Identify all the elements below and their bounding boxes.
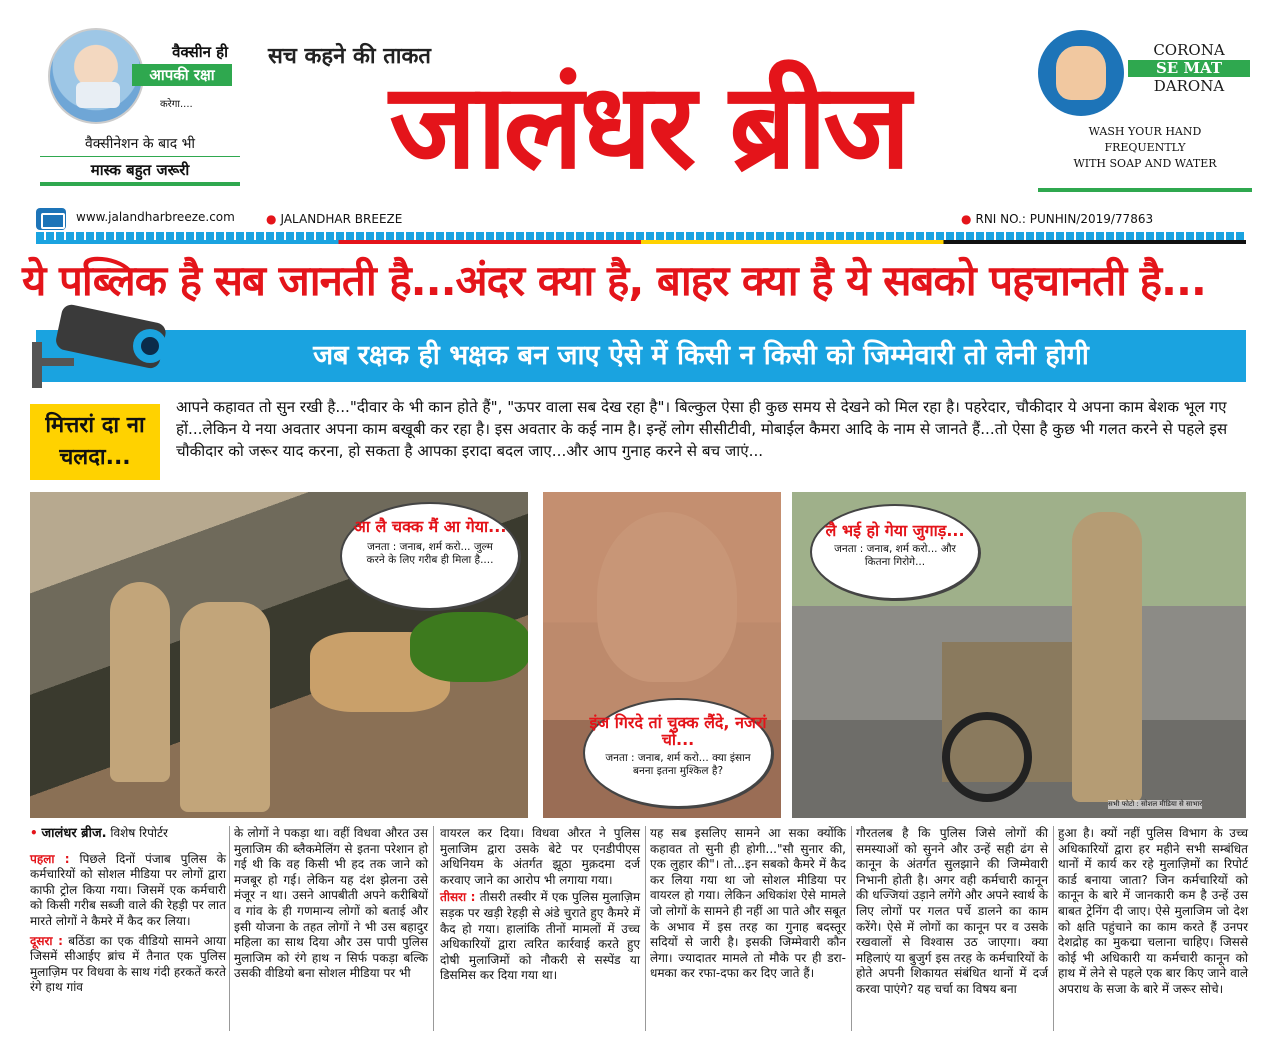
section-label [30, 404, 160, 480]
corona-advice-line2: FREQUENTLY [1104, 141, 1186, 154]
police-figure [180, 602, 270, 812]
article-column-4 [650, 826, 846, 982]
face [597, 512, 737, 682]
rni-text: RNI NO.: PUNHIN/2019/77863 [975, 212, 1154, 226]
info-strip [36, 206, 1246, 234]
handwash-icon [1038, 30, 1124, 116]
column-3-para-2: तीसरी तस्वीर में एक पुलिस मुलाज़िम सड़क पर खड़ी रेहड़ी से अंडे चुराते हुए कैमरे में कैद हो गया। हालांकि तीनों मामलों में उच्च अधिकारियों द्वारा त्वरित कार्रवाई करते हुए दोषी मुलाजिमों को नौकरी से सस्पेंड या डिसमिस कर दिया गया था। [440, 890, 640, 983]
bubble-1-body: जनता : जनाब, शर्म करो... जुल्म करने के लिए गरीब ही मिला है.... [366, 541, 494, 566]
byline: • जालंधर ब्रीज. विशेष रिपोर्टर [30, 826, 168, 841]
column-6-text: हुआ है। क्यों नहीं पुलिस विभाग के उच्च अधिकारियों द्वारा हर महीने सभी सम्बंधित थानों में कार्य कर रहे मुलाज़िमों का रिपोर्ट कार्ड बनाया जाता? जिन कर्मचारियों को कानून के बारे में जानकारी कम है उन्हें उस बाबत ट्रेनिंग दी जाए। ऐसे मुलाजिम जो देश को क्षति पहुंचाने का काम करते हैं उनपर देशद्रोह का मुकद्मा चलाना चाहिए। जिससे कोई भी अधिकारी या कर्मचारी कानून को हाथ में लेने से पहले एक बार किए जाने वाले अपराध के सजा के बारे में जरूर सोचे। [1058, 826, 1248, 996]
article-column-5 [856, 826, 1048, 998]
bubble-3-body: जनता : जनाब, शर्म करो... और कितना गिरोगे... [834, 543, 956, 568]
column-1-para-2: बठिंडा का एक वीडियो सामने आया जिसमें सीआईए ब्रांच में तैनात एक पुलिस मुलाज़िम पर विधवा के साथ गंदी हरकतें करते रंगे हाथ गांव [30, 933, 226, 995]
mail-icon [36, 208, 66, 230]
bubble-2-body: जनता : जनाब, शर्म करो... क्या इंसान बनना इतना मुश्किल है? [605, 752, 751, 777]
byline-name: जालंधर ब्रीज. [41, 826, 107, 841]
column-rule [433, 826, 434, 1031]
website-link[interactable]: www.jalandharbreeze.com [76, 210, 235, 224]
paper-name: ● JALANDHAR BREEZE [266, 212, 403, 226]
column-5-text: गौरतलब है कि पुलिस जिसे लोगों की समस्याओं को सुनने और उन्हें सही ढंग से कानून के अंतर्गत सुलझाने की जिम्मेवारी निभानी होती है। अगर वही कर्मचारी कानून की धज्जियां उड़ाने लगेंगे और अपने स्वार्थ के लिए लोगों पर गलत पर्चे डालने का काम करेंगे। ऐसे में लोगों का कानून पर व उसके रखवालों से विश्वास उठ जाएगा। क्या महिलाएं या बुजुर्ग इस तरह के कर्मचारियों के होते अपनी शिकायत संबंधित थानों में दर्ज करवा पाएंगे? यह चर्चा का विषय बना [856, 826, 1048, 996]
photo-egg-cart [792, 492, 1246, 818]
bubble-2-title: इंज गिरदे तां चुक्क लैंदे, नजरां चों... [589, 713, 767, 749]
intro-paragraph: आपने कहावत तो सुन रखी है..."दीवार के भी कान होते हैं", "ऊपर वाला सब देख रहा है"। बिल्कुल ऐसा ही कुछ समय से देखने को मिल रहा है। पहरेदार, चौकीदार ये अपना काम बेशक भूल गए हों...लेकिन ये नया अवतार अपना काम बखूबी कर रहा है। इस अवतार के कई नाम है। इन्हें लोग सीसीटीवी, मोबाईल कैमरा आदि के नाम से जानते हैं...तो ऐसा है कुछ भी गलत करने से पहले इस चौकीदार को जरूर याद करना, हो सकता है आपका इरादा बदल जाए...और आप गुनाह करने से बच जाएं... [176, 398, 1228, 460]
column-2-text: के लोगों ने पकड़ा था। वहीं विधवा औरत उस मुलाजिम की ब्लैकमेलिंग से इतना परेशान हो गई थी कि वह किसी भी हद तक जाने को मजबूर हो गई। लेकिन यह दंश झेलना उसे मंजूर न था। उसने आपबीती अपने करीबियों व गांव के ही गणमान्य लोगों को बताई और इसी योजना के तहत लोगों ने भी उस बहादुर महिला का साथ दिया और उस पापी पुलिस मुलाजिम को रंगे हाथ न सिर्फ पकड़ा बल्कि उसकी वीडियो बना सोशल मीडिया पर भी [234, 826, 428, 981]
vegetable-cart [410, 612, 528, 682]
article-column-3 [440, 826, 640, 984]
label-first: पहला : [30, 851, 70, 866]
section-label-line2: चलदा... [59, 445, 131, 470]
subheadline: जब रक्षक ही भक्षक बन जाए ऐसे में किसी न किसी को जिम्मेवारी तो लेनी होगी [36, 330, 1246, 382]
label-second: दूसरा : [30, 933, 63, 948]
photo-credit: सभी फोटो : सोशल मीडिया से साभार [1108, 800, 1203, 808]
tagline: सच कहने की ताकत [268, 43, 431, 69]
byline-role: विशेष रिपोर्टर [110, 826, 168, 840]
column-1-para-1: पिछले दिनों पंजाब पुलिस के कर्मचारियों को सोशल मीडिया पर लोगों द्वारा काफी ट्रोल किया गया। जिसमें एक कर्मचारी को किसी गरीब सब्जी वाले की रेहड़ी पर लात मारते लोगों ने कैमरे में कैद कर लिया। [30, 851, 226, 928]
masthead-logo: जालंधर ब्रीज [389, 57, 907, 195]
color-bar-accent [36, 240, 1246, 244]
corona-line3: DARONA [1153, 77, 1225, 95]
photo-cop-accused [543, 492, 781, 818]
vaccine-slogan-line2: आपकी रक्षा [132, 64, 232, 86]
corona-advice-line3: WITH SOAP AND WATER [1073, 157, 1217, 170]
corona-line2: SE MAT [1128, 60, 1250, 77]
corona-advice [1038, 124, 1252, 172]
section-label-line1: मित्तरां दा ना [45, 413, 145, 438]
cart-wheel [942, 712, 1032, 802]
paper-name-text: JALANDHAR BREEZE [280, 212, 403, 226]
corona-advice-line1: WASH YOUR HAND [1088, 125, 1202, 138]
column-rule [645, 826, 646, 1031]
vaccine-slogan-line4: वैक्सीनेशन के बाद भी [84, 136, 196, 152]
police-figure [1072, 512, 1142, 802]
article-column-1 [30, 826, 226, 996]
vaccine-slogan-line1: वैक्सीन ही [172, 43, 228, 61]
vaccine-nurse-photo [48, 28, 144, 124]
vaccine-slogan-line5: मास्क बहुत जरूरी [40, 156, 240, 186]
rni-number: ● RNI NO.: PUNHIN/2019/77863 [961, 212, 1154, 226]
column-rule [851, 826, 852, 1031]
speech-bubble-1 [340, 502, 520, 610]
police-figure [110, 582, 170, 782]
photo-vendor-kick [30, 492, 528, 818]
corona-line1: CORONA [1153, 41, 1225, 59]
column-rule [1053, 826, 1054, 1031]
column-4-text: यह सब इसलिए सामने आ सका क्योंकि कहावत तो सुनी ही होगी..."सौ सुनार की, एक लुहार की"। तो...इन सबको कैमरे में कैद कर लिया गया था जो सोशल मीडिया पर वायरल हो गया। लेकिन अधिकांश ऐसे मामले जो लोगों के सामने ही नहीं आ पाते और सबूत के अभाव में इस तरह का गुनाह बदस्तूर सदियों से जारी है। इसकी जिम्मेवारी कौन लेगा। ज्यादातर मामले तो मौके पर ही डरा-धमका कर रफा-दफा कर दिए जाते हैं। [650, 826, 846, 981]
column-rule [229, 826, 230, 1031]
article-column-6 [1058, 826, 1248, 998]
headline: ये पब्लिक है सब जानती है...अंदर क्या है, बाहर क्या है ये सबको पहचानती है... [22, 256, 1206, 305]
vaccine-slogan-line3: करेगा.... [160, 99, 193, 110]
speech-bubble-3 [810, 504, 980, 600]
article-column-2 [234, 826, 428, 982]
speech-bubble-2 [583, 698, 773, 808]
label-third: तीसरा : [440, 890, 476, 905]
corona-ad [1038, 30, 1252, 192]
cctv-camera-icon [24, 302, 174, 392]
bubble-3-title: लै भई हो गेया जुगाड़... [825, 521, 965, 540]
column-3-para-1: वायरल कर दिया। विधवा औरत ने पुलिस मुलाजिम द्वारा उसके बेटे पर एनडीपीएस अधिनियम के अंतर्गत झूठा मुक़दमा दर्ज करवाए जाने का आरोप भी लगाया गया। [440, 826, 640, 887]
bubble-1-title: आ लै चक्क मैं आ गेया... [353, 517, 507, 536]
